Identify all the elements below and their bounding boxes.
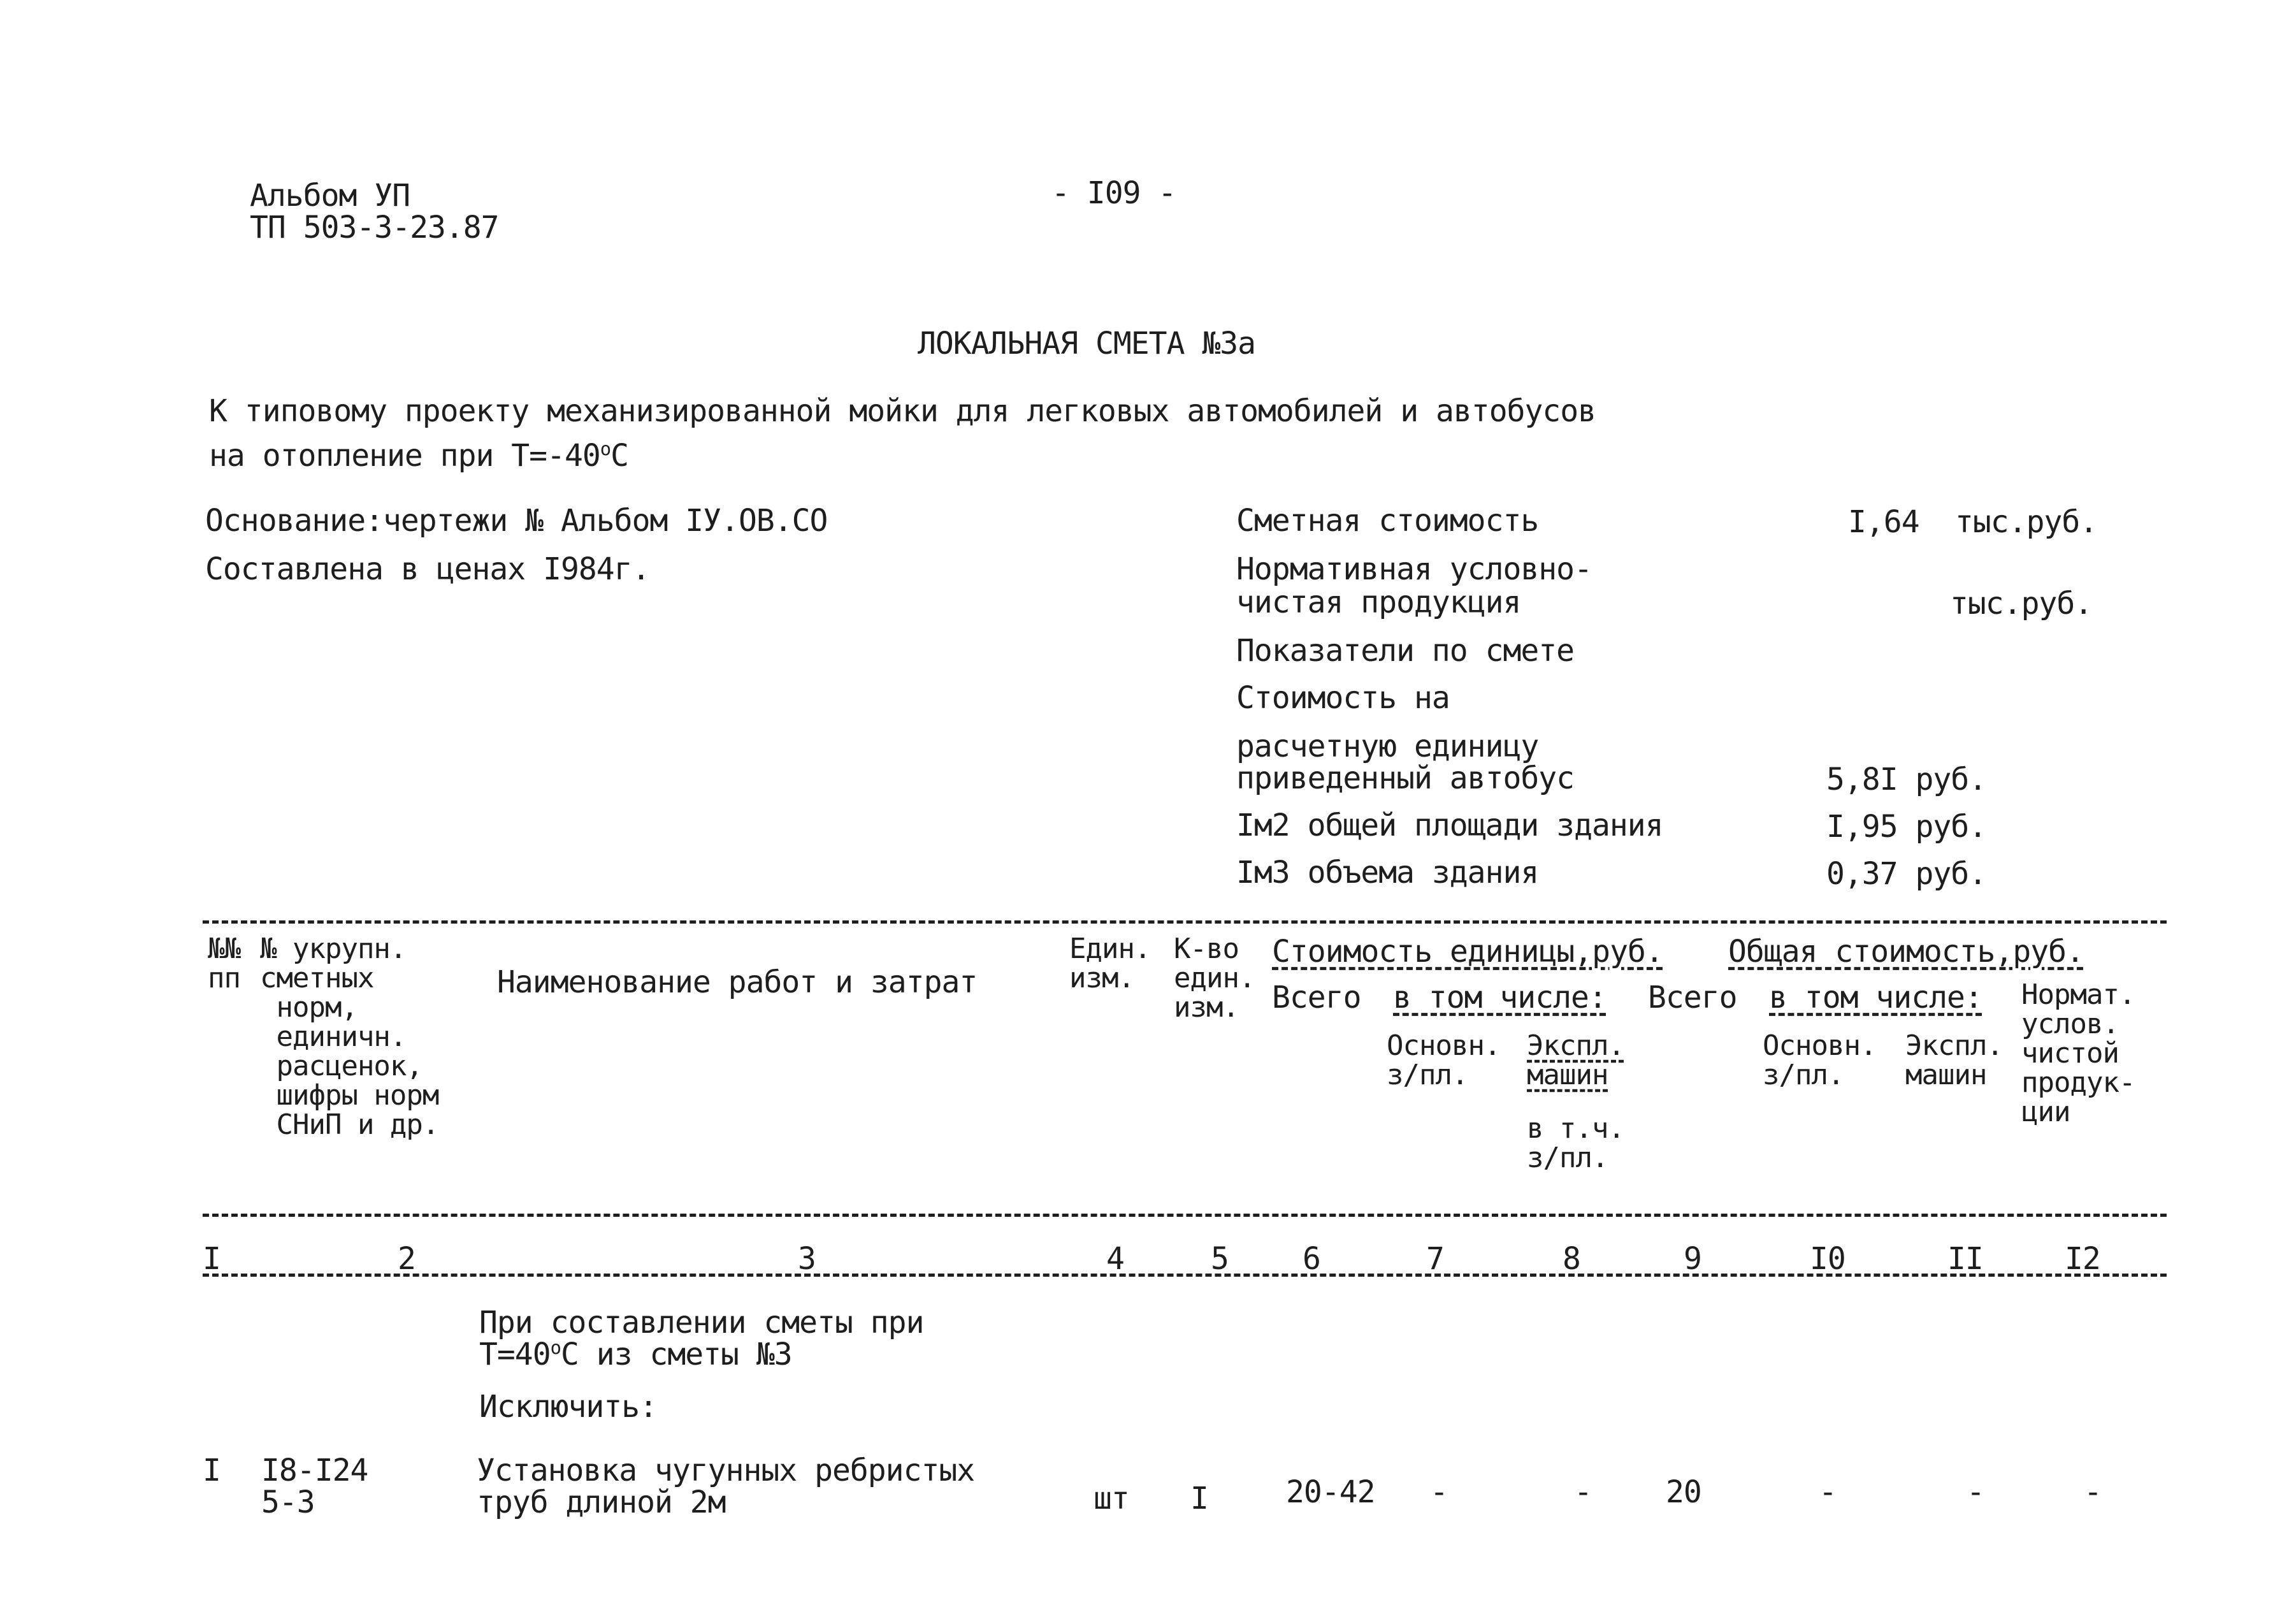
column-number: I0: [1810, 1241, 1845, 1277]
basis-text: Основание:чертежи № Альбом IУ.ОВ.СО: [205, 503, 828, 539]
intro-line-1: При составлении сметы при: [479, 1305, 924, 1340]
column-number: 5: [1211, 1241, 1229, 1277]
document-title: ЛОКАЛЬНАЯ СМЕТА №3а: [918, 326, 1256, 361]
column-number: 7: [1426, 1241, 1444, 1277]
column-number: II: [1947, 1241, 1983, 1277]
row-total-wage: -: [1819, 1474, 1837, 1510]
prices-text: Составлена в ценах I984г.: [205, 551, 650, 587]
row-name-2: труб длиной 2м: [477, 1485, 726, 1520]
col-header-unit-machines-wage: в т.ч. з/пл.: [1527, 1112, 1624, 1174]
column-number: 8: [1563, 1241, 1580, 1277]
row-unit-wage: -: [1430, 1474, 1448, 1510]
indicators-label: Показатели по смете: [1236, 633, 1575, 669]
row-name-1: Установка чугунных ребристых: [477, 1453, 975, 1488]
col-header-total-machines: Экспл. машин: [1905, 1029, 2003, 1091]
col-header-unit-wage: Основн. з/пл.: [1387, 1029, 1501, 1091]
album-label: Альбом УП: [250, 178, 410, 214]
col-header-unit-total: Всего: [1272, 980, 1361, 1015]
col-header-number: №№ пп: [208, 933, 240, 994]
unit-value: 5,8I руб.: [1826, 762, 1987, 797]
col-header-quantity: К-во един. изм.: [1174, 933, 1255, 1024]
row-unit-total: 20-42: [1286, 1474, 1375, 1510]
row-unit: шт: [1094, 1481, 1129, 1516]
row-total-machines: -: [1967, 1474, 1984, 1510]
page-number: - I09 -: [1051, 175, 1176, 211]
row-total: 20: [1666, 1474, 1701, 1510]
col-header-total-cost: Общая стоимость,руб.: [1728, 934, 2084, 969]
row-code-2: 5-3: [261, 1485, 315, 1520]
area-label: Iм2 общей площади здания: [1236, 808, 1663, 843]
document-subtitle-line1: К типовому проекту механизированной мойки для легковых автомобилей и автобусов: [209, 393, 1596, 429]
col-header-unit: Един. изм.: [1069, 933, 1151, 994]
project-code: ТП 503-3-23.87: [250, 210, 499, 245]
normative-label-1: Нормативная условно-: [1236, 551, 1592, 587]
row-number: I: [203, 1453, 220, 1488]
volume-value: 0,37 руб.: [1826, 856, 1987, 892]
column-number: 4: [1106, 1241, 1124, 1277]
col-header-total-incl: в том числе:: [1769, 980, 1982, 1015]
row-quantity: I: [1190, 1481, 1208, 1516]
col-header-total-wage: Основн. з/пл.: [1763, 1029, 1877, 1091]
volume-label: Iм3 объема здания: [1236, 855, 1539, 890]
area-value: I,95 руб.: [1826, 809, 1987, 845]
column-number: 2: [398, 1241, 415, 1277]
column-number: I2: [2065, 1241, 2100, 1277]
unit-label-2: приведенный автобус: [1236, 760, 1575, 796]
row-unit-machines: -: [1574, 1474, 1592, 1510]
document-subtitle-line2: на отопление при $Т=-40^оС$: [209, 438, 629, 474]
row-code-1: I8-I24: [261, 1453, 368, 1488]
column-number-rule: [203, 1274, 2167, 1277]
normative-label-2: чистая продукция: [1236, 584, 1521, 620]
unit-label-1: расчетную единицу: [1236, 729, 1539, 764]
intro-line-2: $Т=40^оС$ из сметы №3: [479, 1337, 792, 1372]
column-number: 3: [798, 1241, 816, 1277]
col-header-unit-cost: Стоимость единицы,руб.: [1272, 934, 1663, 969]
col-header-total: Всего: [1648, 980, 1737, 1015]
col-header-name: Наименование работ и затрат: [497, 964, 978, 1000]
col-header-normative: Нормат. услов. чистой продук- ции: [2021, 978, 2135, 1128]
estimated-cost-unit: тыс.руб.: [1955, 504, 2098, 540]
column-number: 9: [1684, 1241, 1701, 1277]
col-header-unit-machines: Экспл. машин: [1527, 1029, 1624, 1091]
column-number: I: [203, 1241, 220, 1277]
cost-per-label: Стоимость на: [1236, 680, 1450, 716]
table-header-rule: [203, 1214, 2167, 1217]
table-top-rule: [203, 920, 2167, 924]
exclude-label: Исключить:: [479, 1389, 657, 1425]
estimated-cost-value: I,64: [1848, 504, 1919, 540]
normative-unit: тыс.руб.: [1950, 586, 2093, 621]
col-header-code: № укрупн. сметных норм, единичн. расценок, шифры норм СНиП и др.: [260, 933, 439, 1141]
column-number: 6: [1303, 1241, 1320, 1277]
col-header-unit-incl: в том числе:: [1393, 980, 1606, 1015]
estimated-cost-label: Сметная стоимость: [1236, 503, 1539, 539]
row-normative: -: [2084, 1474, 2102, 1510]
